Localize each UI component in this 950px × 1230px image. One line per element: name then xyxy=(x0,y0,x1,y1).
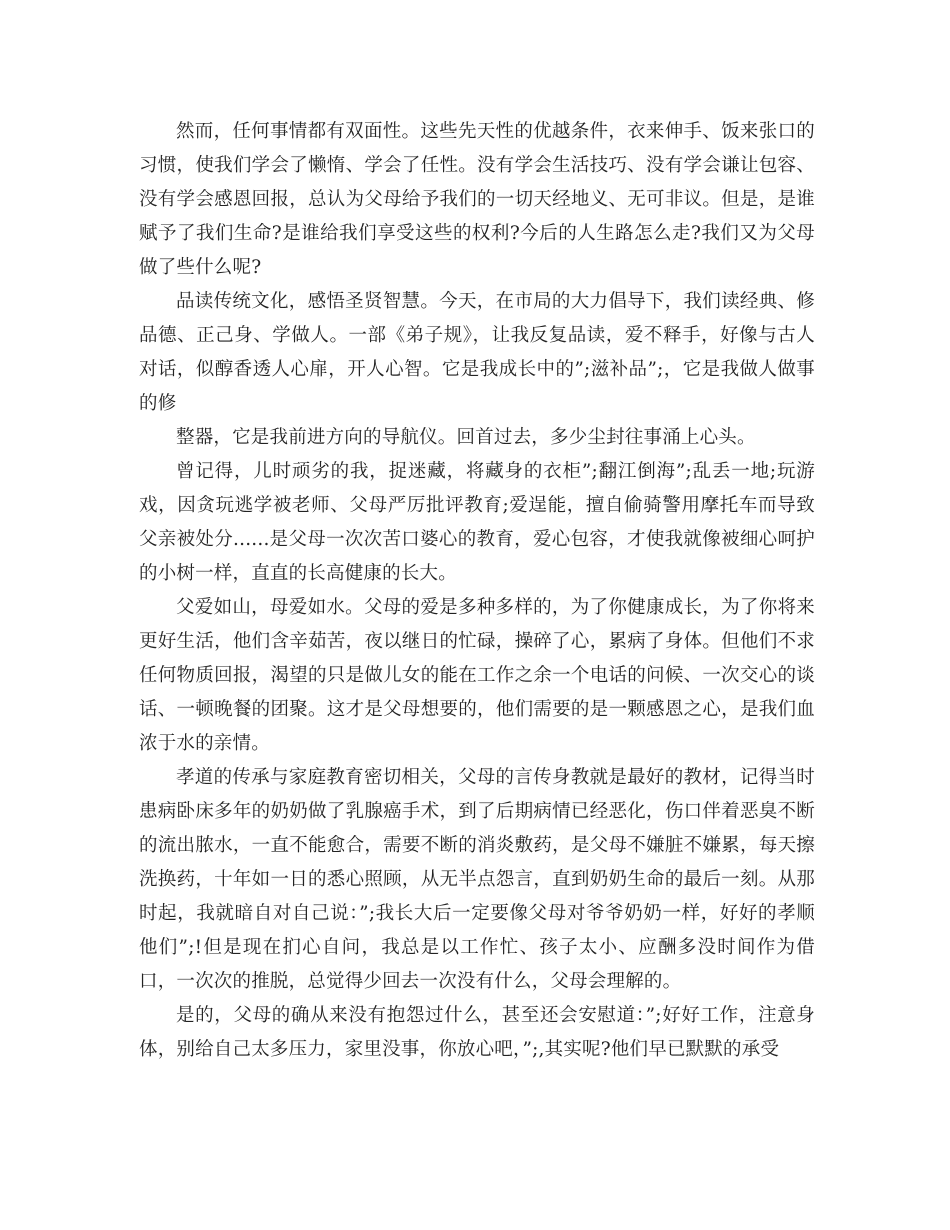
paragraph-4: 曾记得，儿时顽劣的我，捉迷藏，将藏身的衣柜”;翻江倒海”;乱丢一地;玩游戏，因贪玩逃学被老师、父母严厉批评教育;爱逞能，擅自偷骑警用摩托车而导致父亲被处分......是父母一次次苦口婆心的教育，爱心包容，才使我就像被细心呵护的小树一样，直直的长高健康的长大。 xyxy=(139,461,815,584)
paragraph-7: 是的，父母的确从来没有抱怨过什么，甚至还会安慰道：”;好好工作，注意身体，别给自己太多压力，家里没事，你放心吧，”;,其实呢?他们早已默默的承受 xyxy=(139,1005,815,1060)
paragraph-5: 父爱如山，母爱如水。父母的爱是多种多样的，为了你健康成长，为了你将来更好生活，他们含辛茹苦，夜以继日的忙碌，操碎了心，累病了身体。但他们不求任何物质回报，渴望的只是做儿女的能在工作之余一个电话的问候、一次交心的谈话、一顿晚餐的团聚。这才是父母想要的，他们需要的是一颗感恩之心，是我们血浓于水的亲情。 xyxy=(139,597,815,754)
paragraph-1: 然而，任何事情都有双面性。这些先天性的优越条件，衣来伸手、饭来张口的习惯，使我们学会了懒惰、学会了任性。没有学会生活技巧、没有学会谦让包容、没有学会感恩回报，总认为父母给予我们的一切天经地义、无可非议。但是，是谁赋予了我们生命?是谁给我们享受这些的权利?今后的人生路怎么走?我们又为父母做了些什么呢? xyxy=(139,121,815,278)
paragraph-2: 品读传统文化，感悟圣贤智慧。今天，在市局的大力倡导下，我们读经典、修品德、正己身、学做人。一部《弟子规》，让我反复品读，爱不释手，好像与古人对话，似醇香透人心扉，开人心智。它是我成长中的”;滋补品”;，它是我做人做事的修 xyxy=(139,291,815,414)
paragraph-3: 整器，它是我前进方向的导航仪。回首过去，多少尘封往事涌上心头。 xyxy=(176,427,756,448)
paragraph-6: 孝道的传承与家庭教育密切相关，父母的言传身教就是最好的教材，记得当时患病卧床多年的奶奶做了乳腺癌手术，到了后期病情已经恶化，伤口伴着恶臭不断的流出脓水，一直不能愈合，需要不断的消炎敷药，是父母不嫌脏不嫌累，每天擦洗换药，十年如一日的悉心照顾，从无半点怨言，直到奶奶生命的最后一刻。从那时起，我就暗自对自己说：”;我长大后一定要像父母对爷爷奶奶一样，好好的孝顺他们”;!但是现在扪心自问，我总是以工作忙、孩子太小、应酬多没时间作为借口，一次次的推脱，总觉得少回去一次没有什么，父母会理解的。 xyxy=(139,767,815,992)
document-body xyxy=(139,115,815,1067)
